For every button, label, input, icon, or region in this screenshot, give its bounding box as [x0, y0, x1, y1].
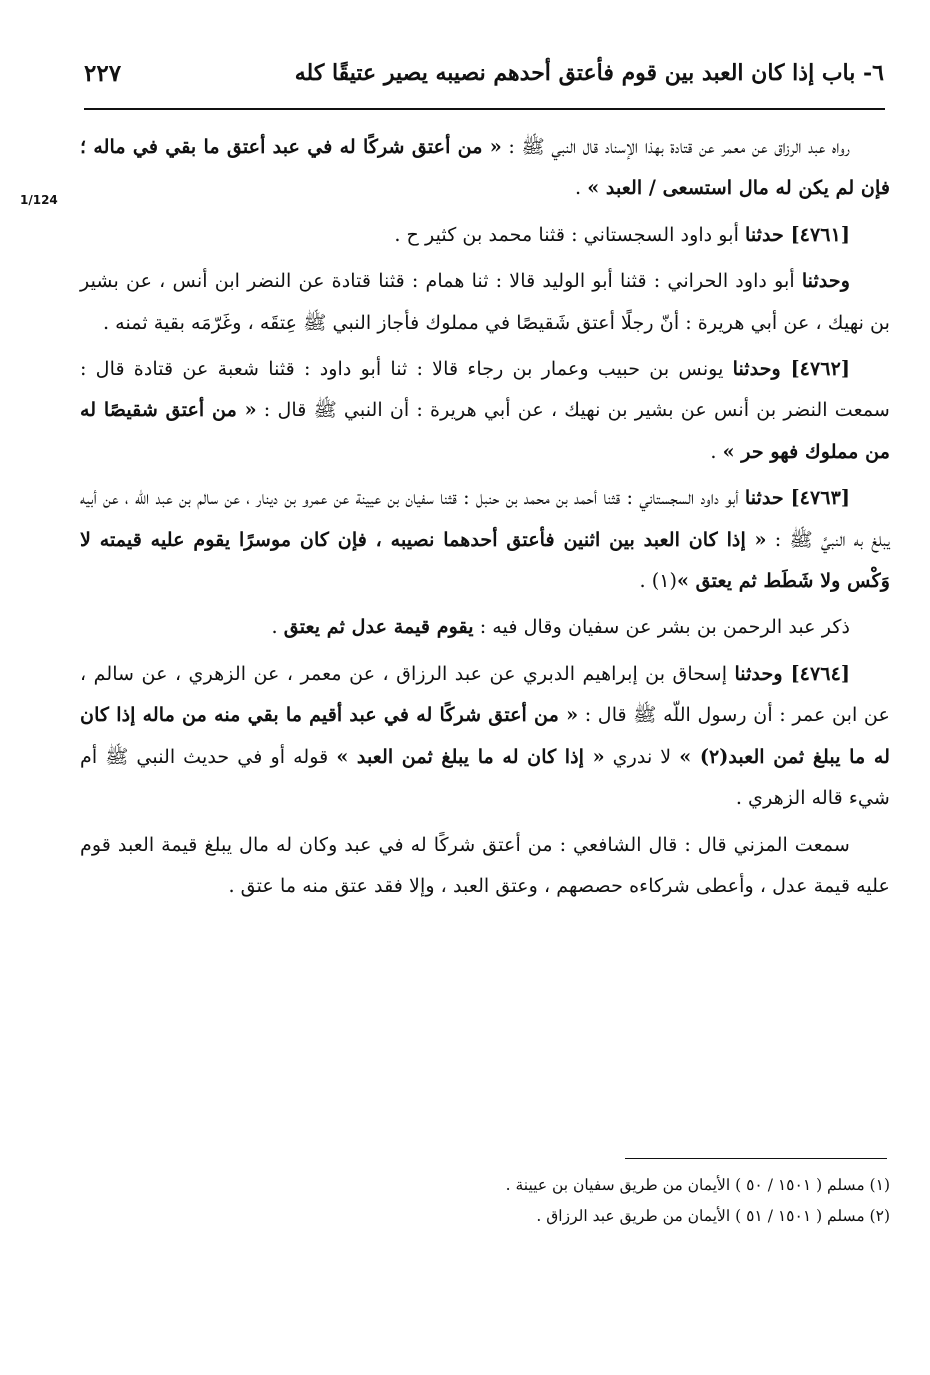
text-run: أبو داود السجستاني : قثنا محمد بن كثير ح . — [394, 222, 745, 246]
paragraph — [80, 824, 890, 907]
bold-text: يقوم قيمة عدل ثم يعتق — [283, 615, 474, 639]
bold-text: [٤٧٦٣] حدثنا — [744, 486, 850, 510]
text-run: أبو داود الحراني : قثنا أبو الوليد قالا : ثنا همام : قثنا قتادة عن النضر ابن أنس ، عن بشير بن نهيك ، عن أبي هريرة : أنّ رجلًا أعتق شَقيصًا في مملوك فأجاز النبي ﷺ عِتقَه ، وغَرّمَه بقية ثمنه . — [80, 269, 890, 334]
page-number: ٢٢٧ — [84, 60, 122, 87]
text-run: لا ندري — [604, 744, 680, 768]
bold-text: [٤٧٦٢] وحدثنا — [732, 357, 850, 381]
text-run: رواه عبد الرزاق عن معمر عن قتادة بهذا الإسناد قال النبي ﷺ : — [501, 135, 850, 158]
text-run: . — [575, 176, 588, 200]
bold-text: [٤٧٦٤] وحدثنا — [734, 661, 850, 685]
bold-text: « من أعتق شقيصًا له من مملوك فهو حر » — [80, 398, 890, 463]
paragraph — [80, 477, 890, 601]
paragraph — [80, 348, 890, 472]
footnote-divider — [625, 1158, 887, 1159]
text-run: (١) . — [639, 569, 677, 593]
footnote-2: (٢) مسلم ( ١٥٠١ / ٥١ ) الأيمان من طريق عبد الرزاق . — [536, 1207, 890, 1225]
bold-text: « إذا كان له ما يبلغ ثمن العبد » — [336, 744, 605, 768]
text-run: أبو داود السجستاني : قثنا أحمد بن محمد بن حنبل : قثنا سفيان بن عيينة عن عمرو بن دينار ، عن سالم بن عبد اللّه ، عن أبيه يبلغ به النبيَّ ﷺ : — [80, 486, 890, 551]
text-run: قوله أو في حديث النبي ﷺ أم شيء قاله الزهري . — [80, 744, 890, 810]
bold-text: « من أعتق شركًا له في عبد أقيم ما بقي منه من ماله إذا كان له ما يبلغ ثمن العبد(٢) » — [80, 703, 890, 768]
running-header — [84, 54, 884, 114]
chapter-title: ٦- باب إذا كان العبد بين قوم فأعتق أحدهم نصيبه يصير عتيقًا كله — [294, 60, 884, 86]
paragraph — [80, 214, 890, 255]
bold-text: « من أعتق شركًا له في عبد أعتق ما بقي في ماله ؛ فإن لم يكن له مال استسعى / العبد » — [80, 135, 890, 200]
text-run: سمعت المزني قال : قال الشافعي : من أعتق شركًا له في عبد وكان له مال يبلغ قيمة العبد قوم عليه قيمة عدل ، وأعطى شركاءه حصصهم ، وعتق العبد ، وإلا فقد عتق منه ما عتق . — [80, 832, 890, 897]
footnote-1: (١) مسلم ( ١٥٠١ / ٥٠ ) الأيمان من طريق سفيان بن عيينة . — [505, 1176, 890, 1194]
paragraph — [80, 653, 890, 819]
text-run: ذكر عبد الرحمن بن بشر عن سفيان وقال فيه : — [473, 615, 850, 639]
text-run: يونس بن حبيب وعمار بن رجاء قالا : ثنا أبو داود : قثنا شعبة عن قتادة قال : سمعت النضر بن أنس عن بشير بن نهيك ، عن أبي هريرة : أن النبي ﷺ قال : — [80, 357, 890, 422]
bold-text: وحدثنا — [801, 269, 850, 293]
header-divider — [84, 108, 885, 110]
margin-reference: 1/124 — [20, 193, 58, 207]
bold-text: « إذا كان العبد بين اثنين فأعتق أحدهما نصيبه ، فإن كان موسرًا يقوم عليه قيمته لا وَكْس ولا شَطَط ثم يعتق » — [80, 527, 890, 593]
paragraph — [80, 606, 890, 647]
footnotes — [80, 1170, 890, 1232]
text-run: إسحاق بن إبراهيم الدبري عن عبد الرزاق ، عن معمر ، عن الزهري ، عن سالم ، عن ابن عمر : أن رسول اللّه ﷺ قال : — [80, 661, 890, 727]
paragraph — [80, 126, 890, 209]
paragraph — [80, 260, 890, 343]
text-run: . — [710, 439, 723, 463]
main-text — [80, 126, 890, 911]
text-run: . — [271, 615, 284, 639]
bold-text: [٤٧٦١] حدثنا — [745, 222, 850, 246]
